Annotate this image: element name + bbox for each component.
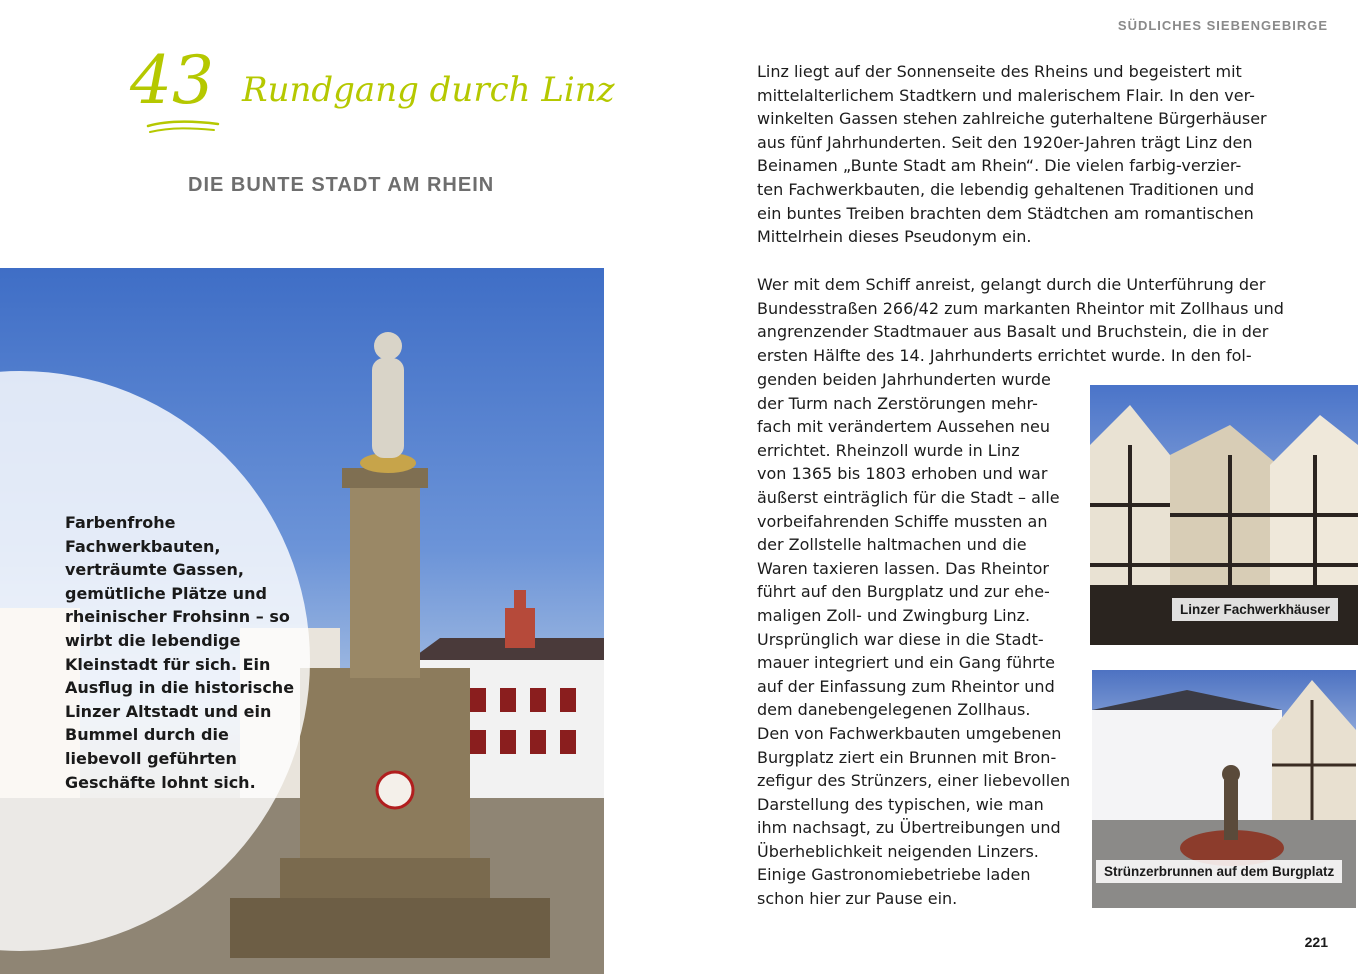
- intro-text: Farbenfrohe Fachwerkbauten, verträumte Gassen, gemütliche Plätze und rheinischer Frohsinn – so wirbt die lebendige Kleinstadt für sich. Ein Ausflug in die historische Linzer Altstadt und ein Bummel durch die liebevoll geführten Geschäfte lohnt sich.: [65, 513, 295, 792]
- paragraph-1: [757, 60, 1294, 249]
- text-line: angrenzender Stadtmauer aus Basalt und Bruchstein, die in der: [757, 322, 1269, 342]
- text-line: dem danebengelegenen Zollhaus.: [757, 700, 1031, 720]
- text-line: ihm nachsagt, zu Übertreibungen und: [757, 818, 1061, 838]
- paragraph-2: [757, 273, 1294, 367]
- text-line: Überheblichkeit neigenden Linzers.: [757, 841, 1039, 861]
- chapter-title: [130, 42, 615, 143]
- text-line: führt auf den Burgplatz und zur ehe-: [757, 582, 1050, 602]
- chapter-subtitle: DIE BUNTE STADT AM RHEIN: [188, 174, 495, 196]
- text-line: Einige Gastronomiebetriebe laden: [757, 865, 1031, 885]
- chapter-title-text: Rundgang durch Linz: [242, 70, 615, 110]
- text-line: mittelalterlichem Stadtkern und malerischem Flair. In den ver-: [757, 85, 1255, 105]
- text-line: maligen Zoll- und Zwingburg Linz.: [757, 605, 1031, 625]
- text-line: fach mit verändertem Aussehen neu: [757, 417, 1050, 437]
- text-line: mauer integriert und ein Gang führte: [757, 653, 1055, 673]
- text-line: Bundesstraßen 266/42 zum markanten Rheintor mit Zollhaus und: [757, 298, 1284, 318]
- text-line: genden beiden Jahrhunderten wurde: [757, 370, 1051, 389]
- text-line: auf der Einfassung zum Rheintor und: [757, 676, 1055, 696]
- text-line: aus fünf Jahrhunderten. Seit den 1920er-Jahren trägt Linz den: [757, 132, 1253, 152]
- text-line: ersten Hälfte des 14. Jahrhunderts errichtet wurde. In den fol-: [757, 345, 1252, 365]
- text-line: Wer mit dem Schiff anreist, gelangt durch die Unterführung der: [757, 275, 1266, 294]
- page-number: 221: [1304, 934, 1328, 950]
- text-line: errichtet. Rheinzoll wurde in Linz: [757, 440, 1020, 460]
- text-line: Beinamen „Bunte Stadt am Rhein“. Die vielen farbig-verzier-: [757, 156, 1242, 176]
- text-line: Burgplatz ziert ein Brunnen mit Bron-: [757, 747, 1057, 767]
- text-line: Darstellung des typischen, wie man: [757, 794, 1044, 814]
- text-line: äußerst einträglich für die Stadt – alle: [757, 487, 1060, 507]
- text-line: Waren taxieren lassen. Das Rheintor: [757, 558, 1049, 578]
- chapter-number: 43: [130, 42, 214, 119]
- text-line: ein buntes Treiben brachten dem Städtchen am romantischen: [757, 203, 1254, 223]
- text-line: der Turm nach Zerstörungen mehr-: [757, 393, 1038, 413]
- photo-caption: Linzer Fachwerkhäuser: [1172, 598, 1338, 621]
- text-line: der Zollstelle haltmachen und die: [757, 535, 1027, 555]
- text-line: Linz liegt auf der Sonnenseite des Rheins und begeistert mit: [757, 62, 1242, 81]
- title-swoosh-decoration: [144, 118, 224, 138]
- text-line: winkelten Gassen stehen zahlreiche guterhaltene Bürgerhäuser: [757, 109, 1267, 129]
- section-header: SÜDLICHES SIEBENGEBIRGE: [1117, 18, 1328, 33]
- text-line: Den von Fachwerkbauten umgebenen: [757, 723, 1062, 743]
- text-line: ten Fachwerkbauten, die lebendig gehaltenen Traditionen und: [757, 179, 1255, 199]
- text-line: zefigur des Strünzers, einer liebevollen: [757, 771, 1071, 791]
- text-line: Mittelrhein dieses Pseudonym ein.: [757, 227, 1032, 247]
- text-line: schon hier zur Pause ein.: [757, 889, 958, 909]
- paragraph-2-continued: [757, 368, 1071, 911]
- text-line: Ursprünglich war diese in die Stadt-: [757, 629, 1044, 649]
- text-line: von 1365 bis 1803 erhoben und war: [757, 464, 1048, 484]
- text-line: vorbeifahrenden Schiffe mussten an: [757, 511, 1048, 531]
- photo-caption: Strünzerbrunnen auf dem Burgplatz: [1096, 860, 1342, 883]
